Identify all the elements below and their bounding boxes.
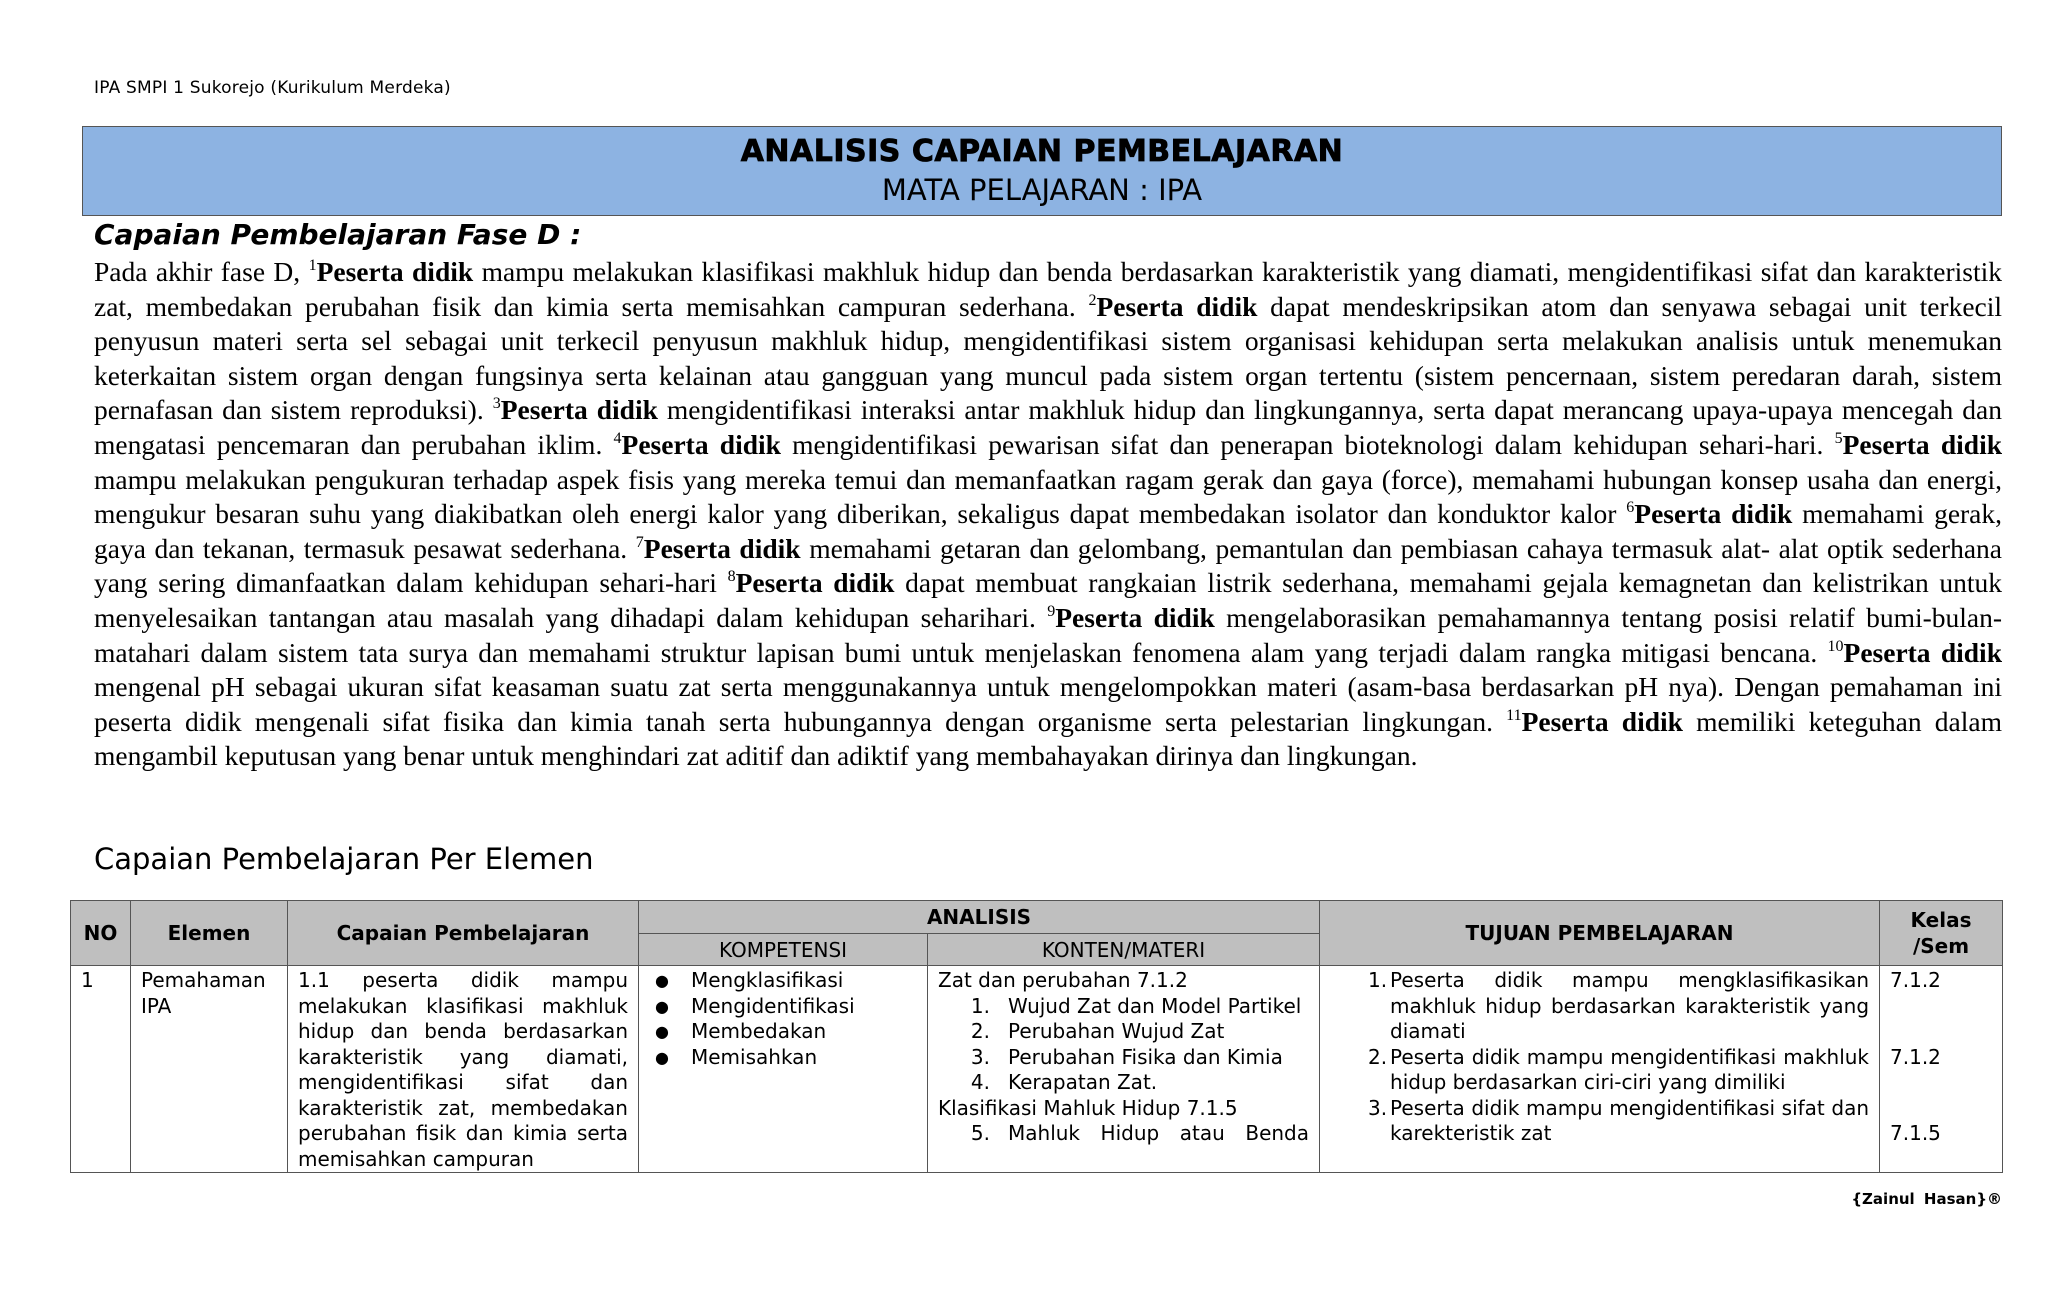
paragraph-sentence: mengelaborasikan pemahamannya tentang posisi relatif bumi-bulan-matahari dalam sistem tata surya dan memahami struktur lapisan bumi untuk menjelaskan fenomena alam yang terjadi dalam rangka mitigasi bencana. (94, 601, 2003, 668)
list-item (1330, 968, 1869, 1045)
list-number: 3. (970, 1044, 990, 1069)
fase-heading: Capaian Pembelajaran Fase D : (94, 218, 582, 251)
col-header-konten: KONTEN/MATERI (928, 934, 1320, 966)
capaian-table (70, 900, 2003, 1173)
elemen-heading: Capaian Pembelajaran Per Elemen (94, 842, 594, 876)
col-header-capaian: Capaian Pembelajaran (288, 901, 639, 966)
paragraph-subject: Peserta didik (1634, 498, 1793, 530)
list-item: ● Mengidentifikasi (691, 994, 917, 1020)
kelas-spacer (1890, 1070, 1992, 1096)
title-box (82, 126, 2002, 216)
paragraph-subject: Peserta didik (735, 567, 895, 599)
paragraph-subject: Peserta didik (1055, 601, 1215, 633)
paragraph-subject: Peserta didik (1521, 705, 1683, 737)
col-header-analisis: ANALISIS (639, 901, 1320, 934)
kelas-spacer (1890, 1019, 1992, 1045)
paragraph-sentence: memahami gerak, gaya dan tekanan, termasuk pesawat sederhana. (94, 498, 2003, 564)
list-number: 2. (970, 1019, 990, 1043)
footnote-mark: 6 (1626, 499, 1635, 517)
footnote-mark: 2 (1088, 291, 1097, 309)
paragraph-sentence: mampu melakukan klasifikasi makhluk hidup dan benda berdasarkan karakteristik yang diamati, mengidentifikasi sifat dan karakteristik zat, membedakan perubahan fisik dan kimia serta memisahkan campuran sederhana. (94, 256, 2003, 322)
footnote-mark: 11 (1506, 706, 1522, 724)
col-header-elemen: Elemen (131, 901, 288, 966)
footnote-mark: 9 (1047, 602, 1056, 620)
cell-elemen: Pemahaman IPA (131, 966, 288, 1173)
cell-kompetensi (639, 966, 928, 1173)
document-subtitle: MATA PELAJARAN : IPA (881, 173, 1203, 207)
kelas-value: 7.1.2 (1890, 1044, 1941, 1069)
col-header-no: NO (71, 901, 131, 966)
cell-tujuan (1320, 966, 1880, 1173)
table-header-row (71, 901, 2003, 934)
footnote-mark: 3 (492, 395, 501, 413)
paragraph-subject: Peserta didik (1842, 428, 2003, 460)
paragraph-subject: Peserta didik (500, 394, 658, 426)
kompetensi-list (649, 968, 917, 1070)
footnote-mark: 7 (635, 533, 644, 551)
col-header-tujuan: TUJUAN PEMBELAJARAN (1320, 901, 1880, 966)
paragraph-sentence: memahami getaran dan gelombang, pemantulan dan pembiasan cahaya termasuk alat- alat optik sederhana yang sering dimanfaatkan dalam kehidupan sehari-hari (94, 532, 2003, 599)
list-number: 4. (970, 1070, 990, 1094)
list-item (938, 1121, 1309, 1147)
list-number: 5. (970, 1121, 990, 1145)
list-item (938, 1070, 1309, 1096)
konten-group-title: Klasifikasi Mahluk Hidup 7.1.5 (938, 1095, 1238, 1120)
kelas-value: 7.1.5 (1890, 1121, 1941, 1145)
footnote-mark: 1 (308, 257, 317, 274)
list-item (938, 994, 1309, 1020)
list-item (938, 1045, 1309, 1071)
paragraph-sentence: dapat mendeskripsikan atom dan senyawa sebagai unit terkecil penyusun materi serta sel sebagai unit terkecil penyusun makhluk hidup, mengidentifikasi sistem organisasi kehidupan serta melakukan analisis untuk menemukan keterkaitan sistem organ dengan fungsinya serta kelainan atau gangguan yang muncul pada sistem organ tertentu (sistem pencernaan, sistem peredaran darah, sistem pernafasan dan sistem reproduksi). (94, 290, 2003, 426)
paragraph-subject: Peserta didik (316, 256, 474, 287)
list-text: Peserta didik mampu mengidentifikasi sifat dan karekteristik zat (1390, 1095, 1870, 1145)
kelas-spacer (1890, 1096, 1992, 1122)
paragraph-sentence: mengidentifikasi pewarisan sifat dan penerapan bioteknologi dalam kehidupan sehari-hari. (792, 428, 1824, 460)
paragraph-sentence: memiliki keteguhan dalam mengambil keputusan yang benar untuk menghindari zat aditif dan adiktif yang membahayakan dirinya dan lingkungan. (94, 705, 2003, 772)
list-text: Kerapatan Zat. (1008, 1070, 1158, 1094)
list-item (938, 1019, 1309, 1045)
list-text: Mahluk Hidup atau Benda (1008, 1121, 1310, 1145)
list-text: Perubahan Wujud Zat (1008, 1019, 1225, 1043)
paragraph-intro: Pada akhir fase D, (94, 256, 309, 287)
list-text: Peserta didik mampu mengidentifikasi makhluk hidup berdasarkan ciri-ciri yang dimiliki (1390, 1044, 1870, 1094)
list-item (1330, 1045, 1869, 1096)
konten-group-title: Zat dan perubahan 7.1.2 (938, 968, 1188, 992)
paragraph-subject: Peserta didik (1096, 290, 1258, 322)
footnote-mark: 4 (613, 429, 622, 447)
list-text: Peserta didik mampu mengklasifikasikan makhluk hidup berdasarkan karakteristik yang diamati (1390, 968, 1870, 1043)
list-item (1330, 1096, 1869, 1147)
kelas-value: 7.1.2 (1890, 968, 1941, 992)
col-header-kompetensi: KOMPETENSI (639, 934, 928, 966)
list-number: 2. (1368, 1044, 1388, 1069)
paragraph-sentence: mengidentifikasi interaksi antar makhluk hidup dan lingkungannya, serta dapat merancang upaya-upaya mencegah dan mengatasi pencemaran dan perubahan iklim. (94, 394, 2002, 460)
footnote-mark: 8 (727, 568, 736, 586)
cell-konten (928, 966, 1320, 1173)
paragraph-subject: Peserta didik (1843, 636, 2002, 668)
document-title: ANALISIS CAPAIAN PEMBELAJARAN (740, 134, 1344, 169)
cell-capaian: 1.1 peserta didik mampu melakukan klasifikasi makhluk hidup dan benda berdasarkan karakteristik yang diamati, mengidentifikasi sifat dan karakteristik zat, membedakan perubahan fisik dan kimia serta memisahkan campuran (288, 966, 639, 1173)
header-note: IPA SMPI 1 Sukorejo (Kurikulum Merdeka) (94, 78, 451, 98)
list-item: ● Membedakan (691, 1019, 917, 1045)
paragraph-subject: Peserta didik (643, 532, 801, 564)
cell-no: 1 (71, 966, 131, 1173)
list-number: 1. (970, 993, 990, 1018)
kelas-spacer (1890, 994, 1992, 1020)
list-number: 1. (1368, 968, 1388, 992)
table-row (71, 966, 2003, 1173)
paragraph-sentence: mengenal pH sebagai ukuran sifat keasaman suatu zat serta menggunakannya untuk mengelompokkan materi (asam-basa berdasarkan pH nya). Dengan pemahaman ini peserta didik mengenali sifat fisika dan kimia tanah serta hubungannya dengan organisme serta pelestarian lingkungan. (94, 671, 2002, 737)
list-item: ● Memisahkan (691, 1045, 917, 1071)
paragraph-sentence: dapat membuat rangkaian listrik sederhana, memahami gejala kemagnetan dan kelistrikan untuk menyelesaikan tantangan atau masalah yang dihadapi dalam kehidupan seharihari. (94, 567, 2002, 633)
footnote-mark: 5 (1834, 429, 1843, 447)
cell-kelas (1880, 966, 2003, 1173)
list-item: ● Mengklasifikasi (691, 968, 917, 994)
list-text: Perubahan Fisika dan Kimia (1008, 1044, 1283, 1069)
capaian-paragraph (94, 255, 2002, 774)
list-number: 3. (1368, 1095, 1388, 1120)
footnote-mark: 10 (1827, 637, 1844, 655)
list-text: Wujud Zat dan Model Partikel (1008, 993, 1302, 1018)
footer-signature: {Zainul Hasan}® (1851, 1190, 2002, 1208)
paragraph-sentence: mampu melakukan pengukuran terhadap aspek fisis yang mereka temui dan memanfaatkan ragam gerak dan gaya (force), memahami hubungan konsep usaha dan energi, mengukur besaran suhu yang diakibatkan oleh energi kalor yang diberikan, sekaligus dapat membedakan isolator dan konduktor kalor (94, 463, 2002, 530)
paragraph-subject: Peserta didik (621, 428, 781, 460)
col-header-kelas: Kelas /Sem (1880, 901, 2003, 966)
